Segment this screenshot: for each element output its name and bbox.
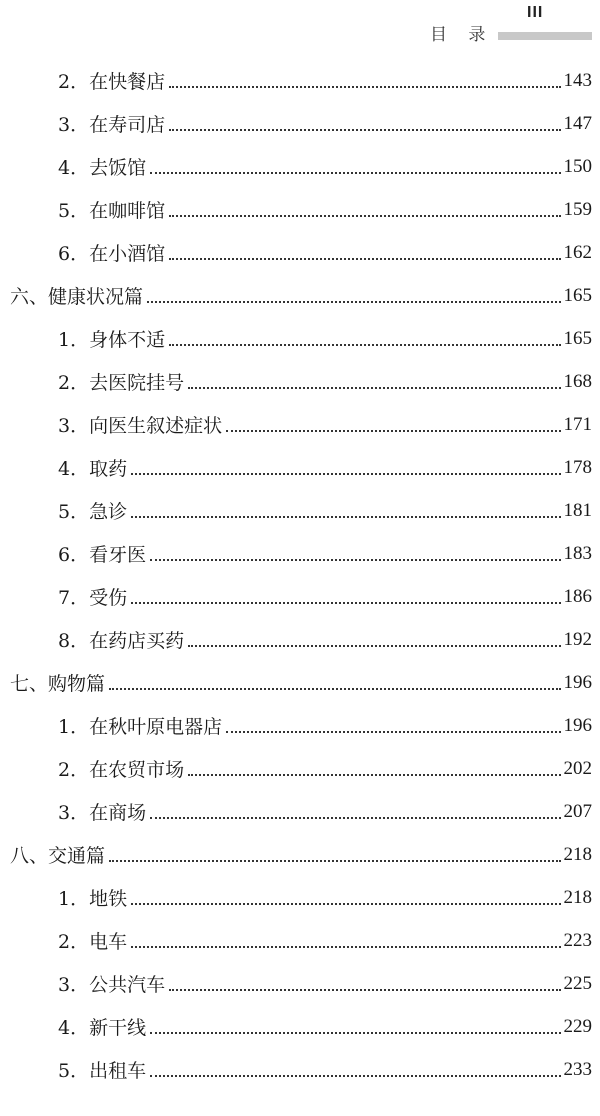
table-of-contents <box>0 59 600 1091</box>
dot-leader <box>150 1031 560 1034</box>
dot-leader <box>169 214 560 217</box>
toc-item-row[interactable] <box>0 618 600 661</box>
dot-leader <box>188 644 560 647</box>
dot-leader <box>147 300 560 303</box>
toc-entry-title: 4．新干线 <box>58 1017 147 1039</box>
toc-entry-page: 218 <box>563 843 592 865</box>
toc-item-row[interactable] <box>0 360 600 403</box>
toc-item-row[interactable] <box>0 317 600 360</box>
page-title: 目 录 <box>430 25 494 45</box>
toc-entry-title: 1．地铁 <box>58 888 128 910</box>
toc-entry-title: 2．电车 <box>58 931 128 953</box>
dot-leader <box>150 171 560 174</box>
toc-item-row[interactable] <box>0 446 600 489</box>
toc-entry-page: 223 <box>563 929 592 951</box>
toc-item-row[interactable] <box>0 102 600 145</box>
toc-entry-page: 150 <box>563 155 592 177</box>
toc-entry-title: 7．受伤 <box>58 587 128 609</box>
toc-item-row[interactable] <box>0 489 600 532</box>
toc-entry-page: 178 <box>563 456 592 478</box>
toc-entry-page: 143 <box>563 69 592 91</box>
toc-entry-page: 225 <box>563 972 592 994</box>
dot-leader <box>169 343 560 346</box>
dot-leader <box>109 859 560 862</box>
toc-item-row[interactable] <box>0 876 600 919</box>
dot-leader <box>226 730 560 733</box>
toc-entry-title: 八、交通篇 <box>10 845 106 867</box>
toc-entry-title: 3．公共汽车 <box>58 974 166 996</box>
toc-item-row[interactable] <box>0 962 600 1005</box>
toc-entry-page: 192 <box>563 628 592 650</box>
toc-entry-page: 186 <box>563 585 592 607</box>
toc-entry-title: 六、健康状况篇 <box>10 286 144 308</box>
toc-section-row[interactable] <box>0 661 600 704</box>
toc-item-row[interactable] <box>0 747 600 790</box>
toc-item-row[interactable] <box>0 145 600 188</box>
toc-entry-page: 165 <box>563 327 592 349</box>
toc-item-row[interactable] <box>0 919 600 962</box>
dot-leader <box>150 1074 560 1077</box>
dot-leader <box>169 988 560 991</box>
toc-entry-title: 2．去医院挂号 <box>58 372 185 394</box>
toc-item-row[interactable] <box>0 1005 600 1048</box>
toc-entry-title: 3．在商场 <box>58 802 147 824</box>
toc-entry-page: 159 <box>563 198 592 220</box>
toc-entry-title: 8．在药店买药 <box>58 630 185 652</box>
toc-entry-title: 6．看牙医 <box>58 544 147 566</box>
toc-entry-page: 196 <box>563 671 592 693</box>
dot-leader <box>150 816 560 819</box>
toc-entry-title: 3．向医生叙述症状 <box>58 415 223 437</box>
toc-item-row[interactable] <box>0 1048 600 1091</box>
dot-leader <box>131 945 560 948</box>
toc-entry-title: 1．在秋叶原电器店 <box>58 716 223 738</box>
toc-entry-page: 229 <box>563 1015 592 1037</box>
toc-entry-title: 3．在寿司店 <box>58 114 166 136</box>
toc-section-row[interactable] <box>0 833 600 876</box>
toc-entry-title: 5．出租车 <box>58 1060 147 1082</box>
toc-entry-title: 2．在农贸市场 <box>58 759 185 781</box>
toc-entry-title: 4．去饭馆 <box>58 157 147 179</box>
toc-entry-title: 2．在快餐店 <box>58 71 166 93</box>
toc-section-row[interactable] <box>0 274 600 317</box>
dot-leader <box>131 515 560 518</box>
toc-item-row[interactable] <box>0 575 600 618</box>
dot-leader <box>150 558 560 561</box>
toc-entry-page: 202 <box>563 757 592 779</box>
dot-leader <box>131 601 560 604</box>
toc-item-row[interactable] <box>0 790 600 833</box>
toc-entry-title: 1．身体不适 <box>58 329 166 351</box>
dot-leader <box>131 902 560 905</box>
toc-entry-page: 207 <box>563 800 592 822</box>
toc-entry-title: 6．在小酒馆 <box>58 243 166 265</box>
dot-leader <box>131 472 560 475</box>
toc-item-row[interactable] <box>0 231 600 274</box>
toc-entry-page: 165 <box>563 284 592 306</box>
dot-leader <box>188 386 560 389</box>
toc-entry-title: 4．取药 <box>58 458 128 480</box>
toc-entry-title: 5．急诊 <box>58 501 128 523</box>
toc-item-row[interactable] <box>0 403 600 446</box>
toc-entry-page: 162 <box>563 241 592 263</box>
dot-leader <box>169 257 560 260</box>
toc-entry-page: 168 <box>563 370 592 392</box>
toc-item-row[interactable] <box>0 59 600 102</box>
page-number: III <box>527 4 544 21</box>
toc-entry-page: 171 <box>563 413 592 435</box>
toc-item-row[interactable] <box>0 532 600 575</box>
toc-entry-page: 183 <box>563 542 592 564</box>
dot-leader <box>109 687 560 690</box>
dot-leader <box>169 85 560 88</box>
toc-entry-title: 七、购物篇 <box>10 673 106 695</box>
toc-entry-page: 233 <box>563 1058 592 1080</box>
dot-leader <box>188 773 560 776</box>
toc-entry-title: 5．在咖啡馆 <box>58 200 166 222</box>
toc-entry-page: 147 <box>563 112 592 134</box>
toc-entry-page: 181 <box>563 499 592 521</box>
toc-entry-page: 196 <box>563 714 592 736</box>
toc-item-row[interactable] <box>0 188 600 231</box>
page-header <box>0 0 600 50</box>
toc-entry-page: 218 <box>563 886 592 908</box>
header-rule <box>498 32 592 40</box>
toc-item-row[interactable] <box>0 704 600 747</box>
dot-leader <box>169 128 560 131</box>
dot-leader <box>226 429 560 432</box>
